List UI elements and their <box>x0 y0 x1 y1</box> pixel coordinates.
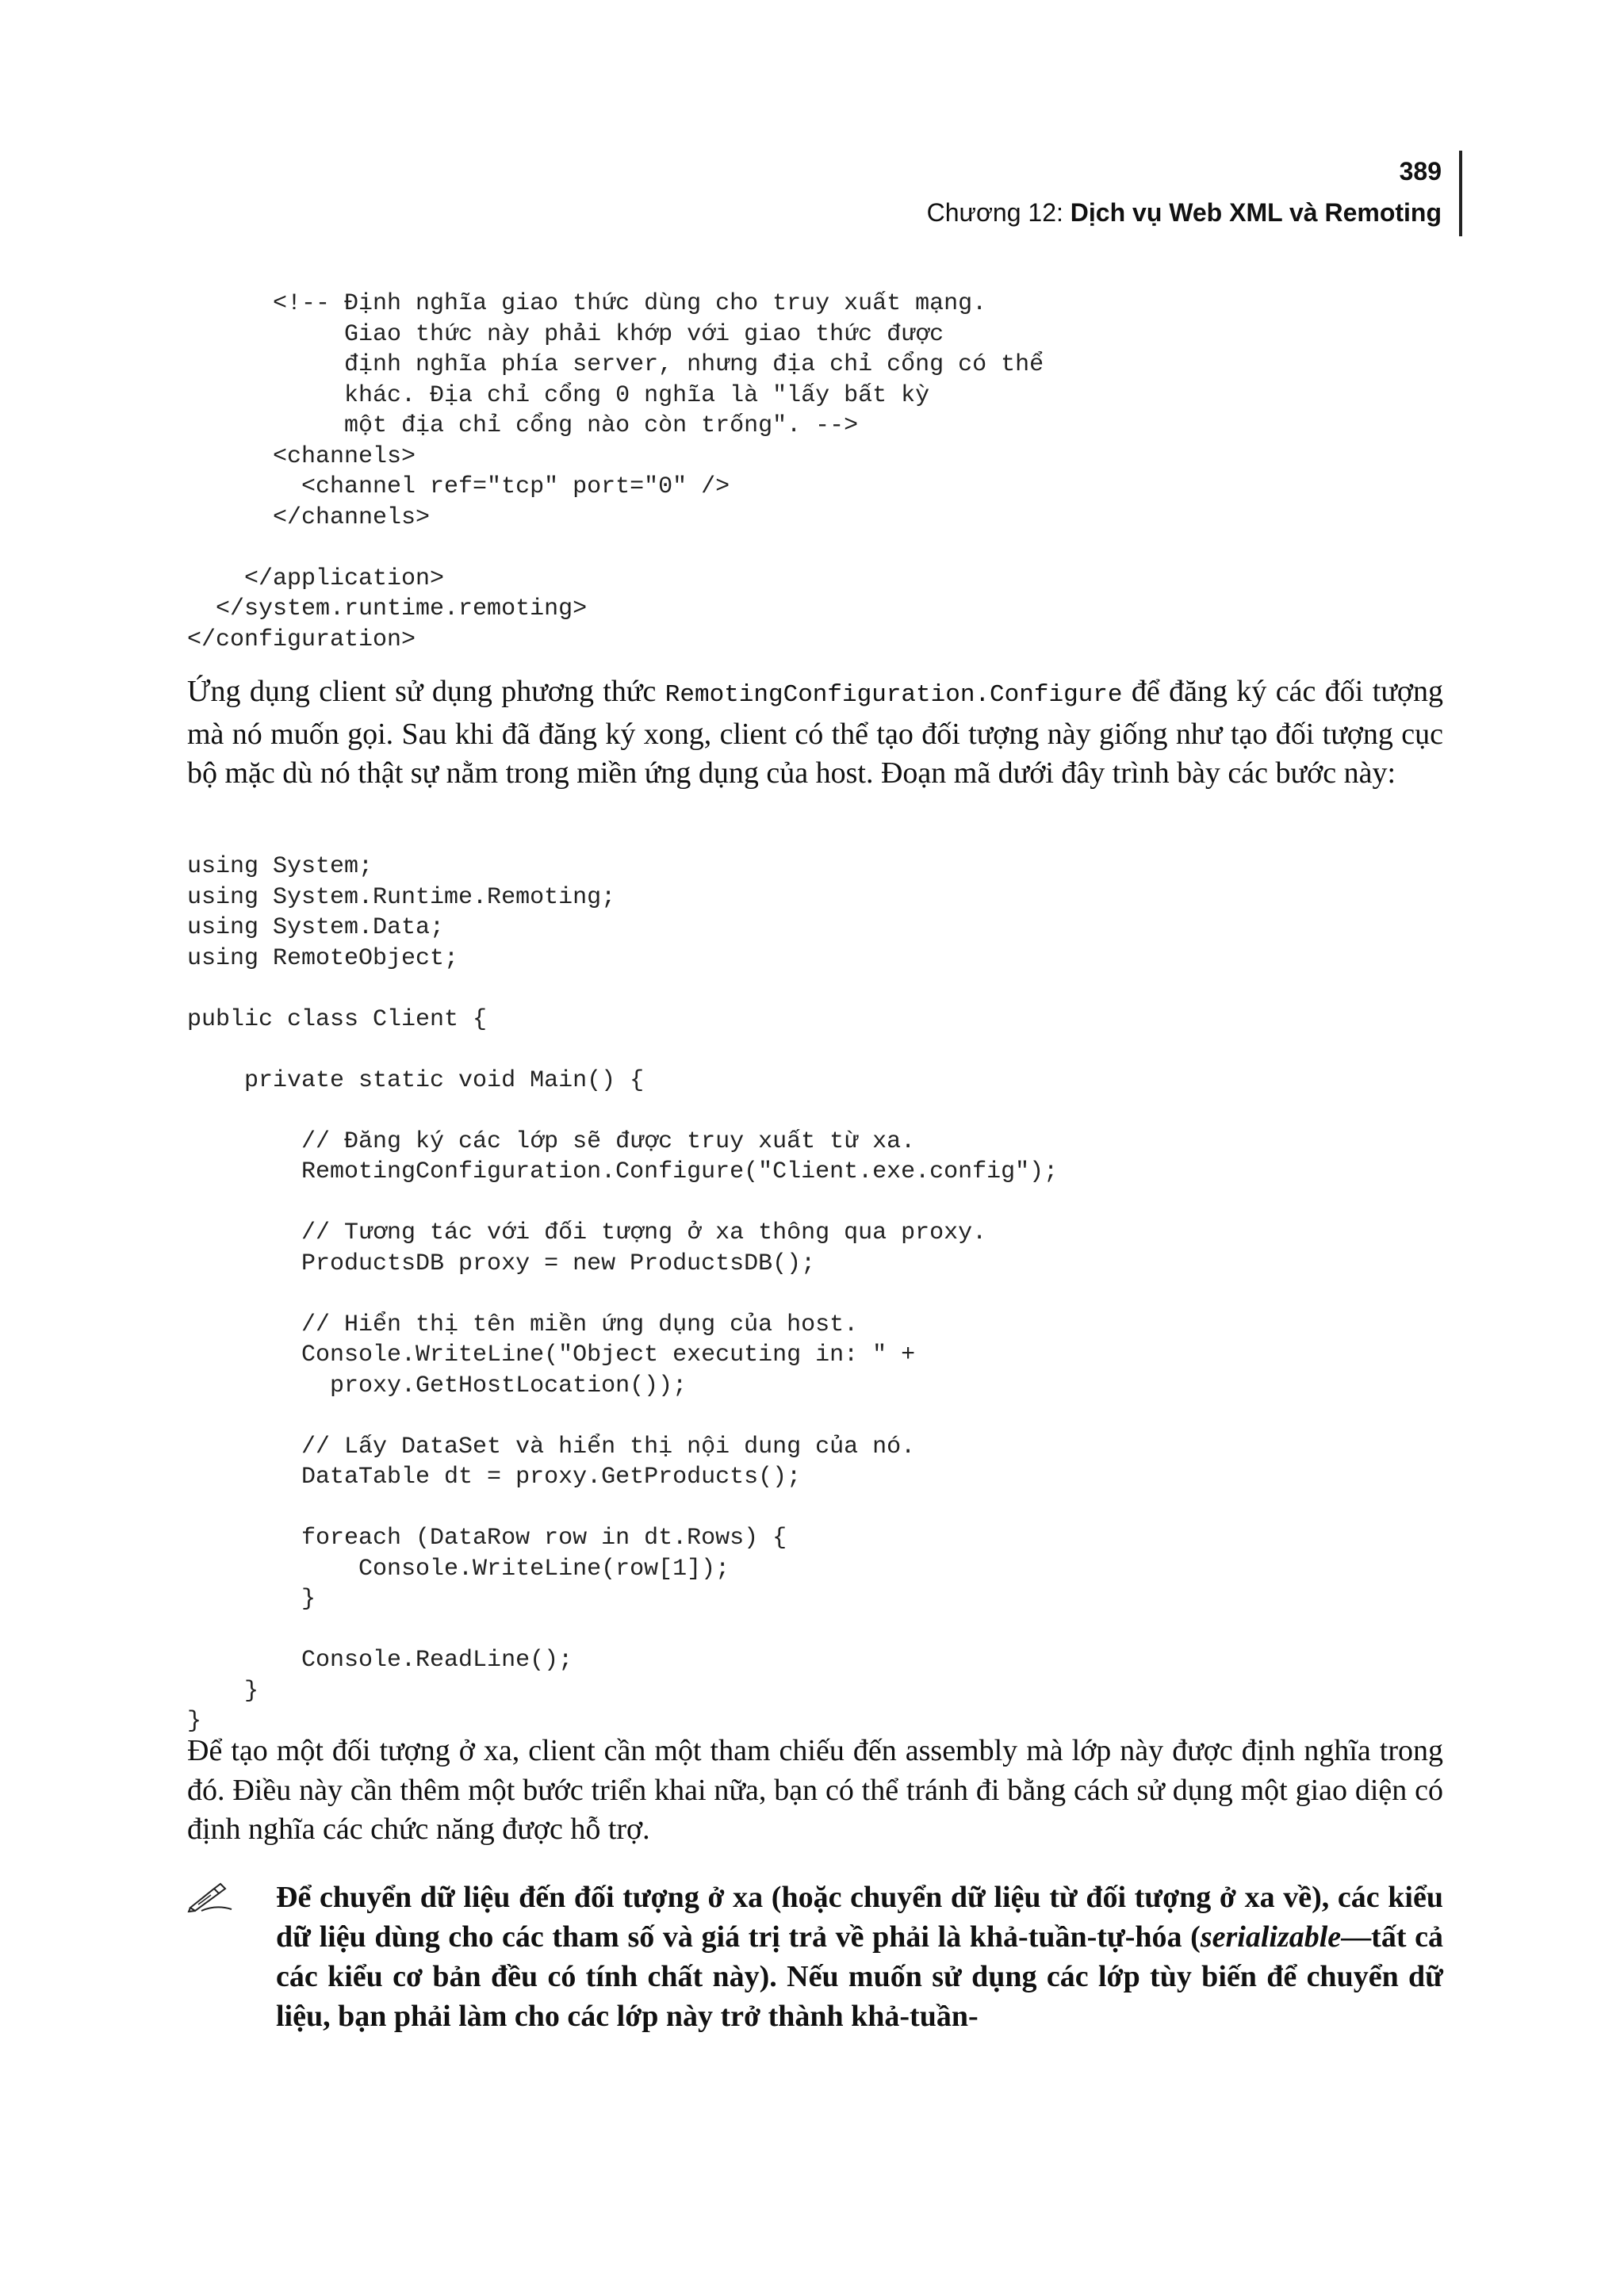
code-line: Console.WriteLine("Object executing in: " + <box>187 1342 916 1369</box>
code-line: <!-- Định nghĩa giao thức dùng cho truy xuất mạng. <box>187 290 987 317</box>
code-line: } <box>187 1586 316 1613</box>
note-text <box>276 1878 1443 2036</box>
note-text-part: Để chuyển dữ liệu đến đối tượng ở xa (hoặc chuyển dữ liệu từ đối tượng ở xa về), các kiểu dữ liệu dùng cho các tham số và giá trị trả về phải là khả-tuần-tự-hóa ( <box>276 1881 1443 1954</box>
chapter-heading <box>927 192 1442 233</box>
code-line: khác. Địa chỉ cổng 0 nghĩa là "lấy bất kỳ <box>187 381 930 409</box>
code-line <box>187 533 1044 564</box>
paragraph-assembly-reference: Để tạo một đối tượng ở xa, client cần một tham chiếu đến assembly mà lớp này được định nghĩa trong đó. Điều này cần thêm một bước triển khai nữa, bạn có thể tránh đi bằng cách sử dụng một giao diện có định nghĩa các chức năng được hỗ trợ. <box>187 1734 1443 1846</box>
code-line: using RemoteObject; <box>187 944 459 972</box>
code-line: Giao thức này phải khớp với giao thức được <box>187 320 944 348</box>
code-line <box>187 1035 1058 1066</box>
code-line: private static void Main() { <box>187 1066 645 1094</box>
chapter-prefix: Chương 12: <box>926 198 1071 227</box>
inline-code: RemotingConfiguration.Configure <box>665 681 1123 709</box>
code-line: foreach (DataRow row in dt.Rows) { <box>187 1525 787 1552</box>
page-header <box>927 151 1442 233</box>
header-divider <box>1459 151 1462 236</box>
code-line: một địa chỉ cổng nào còn trống". --> <box>187 412 859 439</box>
pencil-note-icon <box>187 1881 235 1912</box>
code-line: using System.Data; <box>187 914 445 941</box>
code-line: </application> <box>187 565 445 592</box>
code-line: định nghĩa phía server, nhưng địa chỉ cổng có thể <box>187 351 1044 378</box>
code-line: ProductsDB proxy = new ProductsDB(); <box>187 1250 816 1277</box>
paragraph-text: để đăng ký các đối tượng mà nó muốn gọi. Sau khi đã đăng ký xong, client có thể tạo đối tượng này giống như tạo đối tượng cục bộ mặc dù nó thật sự nằm trong miền ứng dụng của host. Đoạn mã dưới đây trình bày các bước này: <box>187 675 1444 790</box>
code-line <box>187 1401 1058 1432</box>
paragraph-text: Ứng dụng client sử dụng phương thức <box>187 675 665 708</box>
code-line: Console.WriteLine(row[1]); <box>187 1555 730 1583</box>
code-block-client <box>187 852 1058 1737</box>
code-line <box>187 1096 1058 1127</box>
code-line <box>187 1279 1058 1310</box>
code-line <box>187 1615 1058 1646</box>
code-line: // Hiển thị tên miền ứng dụng của host. <box>187 1311 859 1338</box>
code-line: </configuration> <box>187 626 416 653</box>
paragraph-remoting-configure <box>187 672 1443 794</box>
page-number: 389 <box>1399 157 1442 186</box>
code-line: using System; <box>187 853 373 880</box>
code-line <box>187 1188 1058 1219</box>
code-line: <channels> <box>187 442 416 470</box>
note-text-part: —tất cả các kiểu cơ bản đều có tính chất này). Nếu muốn sử dụng các lớp tùy biến để chuyển dữ liệu, bạn phải làm cho các lớp này trở thành khả-tuần- <box>276 1920 1443 2033</box>
code-line: using System.Runtime.Remoting; <box>187 883 616 911</box>
chapter-title: Dịch vụ Web XML và Remoting <box>1070 198 1442 227</box>
code-line: DataTable dt = proxy.GetProducts(); <box>187 1464 802 1491</box>
code-line: // Tương tác với đối tượng ở xa thông qua proxy. <box>187 1219 987 1246</box>
code-line: } <box>187 1677 259 1705</box>
code-line: </system.runtime.remoting> <box>187 595 588 622</box>
code-line: Console.ReadLine(); <box>187 1647 573 1674</box>
code-line: public class Client { <box>187 1005 488 1033</box>
code-line: </channels> <box>187 503 431 531</box>
code-line: // Đăng ký các lớp sẽ được truy xuất từ xa. <box>187 1127 916 1155</box>
code-line: proxy.GetHostLocation()); <box>187 1372 688 1399</box>
code-line: } <box>187 1708 202 1735</box>
code-line: RemotingConfiguration.Configure("Client.exe.config"); <box>187 1158 1059 1185</box>
code-line: // Lấy DataSet và hiển thị nội dung của nó. <box>187 1433 916 1460</box>
code-line <box>187 1493 1058 1524</box>
code-line <box>187 974 1058 1005</box>
code-block-config <box>187 289 1044 655</box>
code-line: <channel ref="tcp" port="0" /> <box>187 473 730 500</box>
note-text-italic: serializable <box>1200 1920 1342 1954</box>
